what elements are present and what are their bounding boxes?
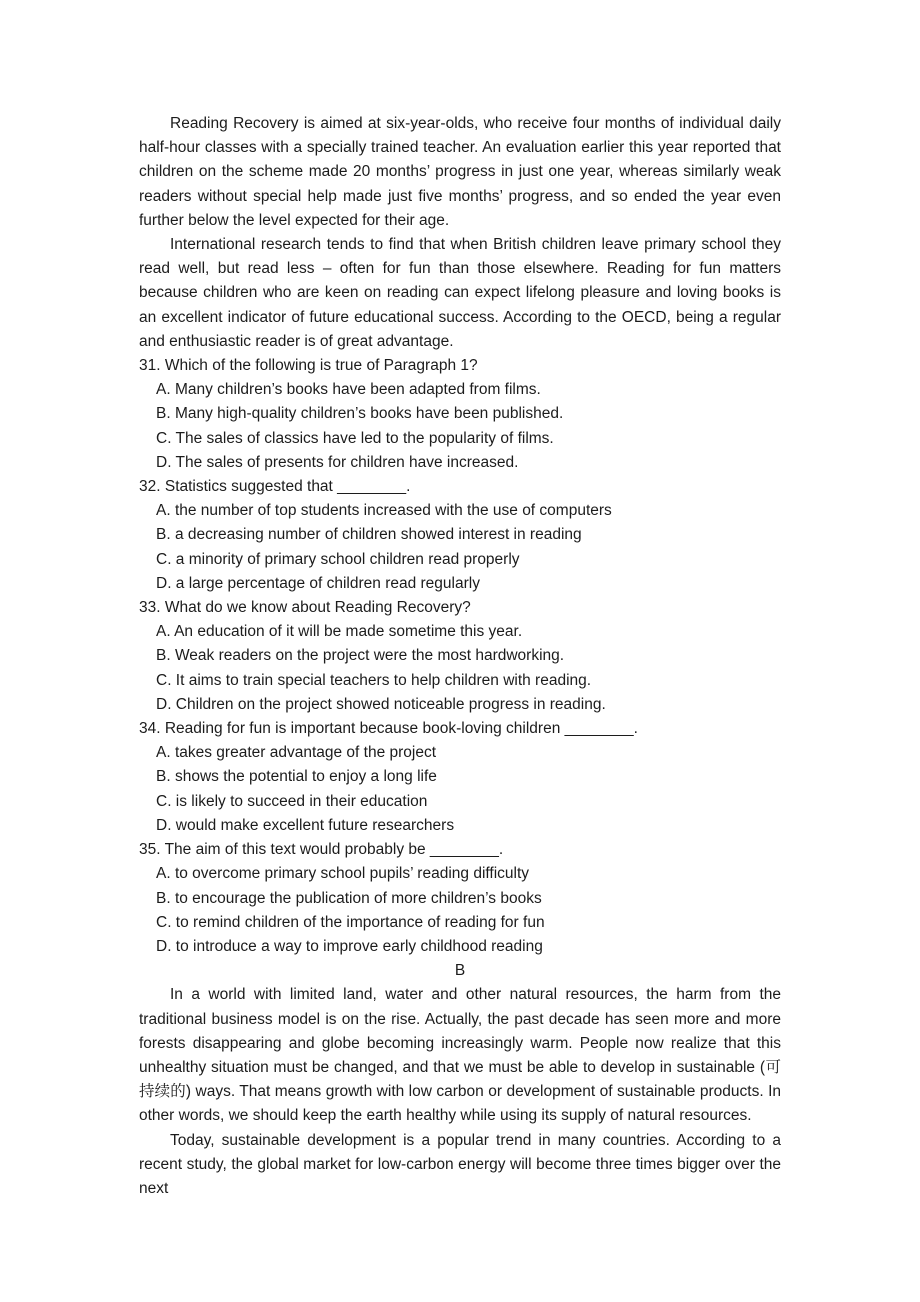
question-32-option-a: A. the number of top students increased with the use of computers	[156, 502, 612, 520]
question-31-option-c: C. The sales of classics have led to the popularity of films.	[156, 429, 554, 447]
question-33	[139, 596, 781, 717]
question-35-option-b: B. to encourage the publication of more children’s books	[156, 889, 542, 907]
question-32	[139, 475, 781, 596]
question-33-option-d: D. Children on the project showed noticeable progress in reading.	[156, 695, 606, 713]
passage-b-paragraph-2: Today, sustainable development is a popular trend in many countries. According to a recent study, the global market for low-carbon energy will become three times bigger over the next	[139, 1131, 781, 1197]
question-34	[139, 717, 781, 838]
question-31-option-a: A. Many children’s books have been adapted from films.	[156, 381, 541, 399]
question-35-stem: 35. The aim of this text would probably be ________.	[139, 841, 504, 859]
question-31	[139, 354, 781, 475]
question-35-option-c: C. to remind children of the importance of reading for fun	[156, 913, 545, 931]
question-31-option-d: D. The sales of presents for children have increased.	[156, 453, 519, 471]
question-31-option-b: B. Many high-quality children’s books have been published.	[156, 405, 564, 423]
question-32-stem: 32. Statistics suggested that ________.	[139, 478, 411, 496]
passage-a-paragraph-2: International research tends to find that when British children leave primary school they read well, but read less – often for fun than those elsewhere. Reading for fun matters because children who are keen on reading can expect lifelong pleasure and loving books is an excellent indicator of future educational success. According to the OECD, being a regular and enthusiastic reader is of great advantage.	[139, 236, 781, 350]
section-b-heading: B	[454, 962, 466, 980]
question-34-option-d: D. would make excellent future researchers	[156, 816, 455, 834]
question-35-option-a: A. to overcome primary school pupils’ reading difficulty	[156, 865, 530, 883]
question-34-stem: 34. Reading for fun is important because book-loving children ________.	[139, 720, 638, 738]
question-33-stem: 33. What do we know about Reading Recovery?	[139, 599, 471, 617]
question-33-option-a: A. An education of it will be made sometime this year.	[156, 623, 523, 641]
page-content	[139, 112, 781, 1201]
question-34-option-a: A. takes greater advantage of the project	[156, 744, 437, 762]
question-33-option-c: C. It aims to train special teachers to help children with reading.	[156, 671, 592, 689]
question-35	[139, 838, 781, 959]
passage-b-paragraph-1: In a world with limited land, water and other natural resources, the harm from the traditional business model is on the rise. Actually, the past decade has seen more and more forests disappearing and globe becoming increasingly warm. People now realize that this unhealthy situation must be changed, and that we must be able to develop in sustainable (可持续的) ways. That means growth with low carbon or development of sustainable products. In other words, we should keep the earth healthy while using its supply of natural resources.	[139, 986, 781, 1125]
question-31-stem: 31. Which of the following is true of Paragraph 1?	[139, 357, 478, 375]
question-34-option-b: B. shows the potential to enjoy a long life	[156, 768, 437, 786]
question-35-option-d: D. to introduce a way to improve early childhood reading	[156, 937, 543, 955]
question-34-option-c: C. is likely to succeed in their education	[156, 792, 428, 810]
passage-a-paragraph-1: Reading Recovery is aimed at six-year-olds, who receive four months of individual daily half-hour classes with a specially trained teacher. An evaluation earlier this year reported that children on the scheme made 20 months’ progress in just one year, whereas similarly weak readers without special help made just five months’ progress, and so ended the year even further below the level expected for their age.	[139, 115, 781, 229]
question-32-option-c: C. a minority of primary school children read properly	[156, 550, 520, 568]
question-32-option-d: D. a large percentage of children read regularly	[156, 574, 480, 592]
question-33-option-b: B. Weak readers on the project were the most hardworking.	[156, 647, 565, 665]
question-32-option-b: B. a decreasing number of children showed interest in reading	[156, 526, 582, 544]
